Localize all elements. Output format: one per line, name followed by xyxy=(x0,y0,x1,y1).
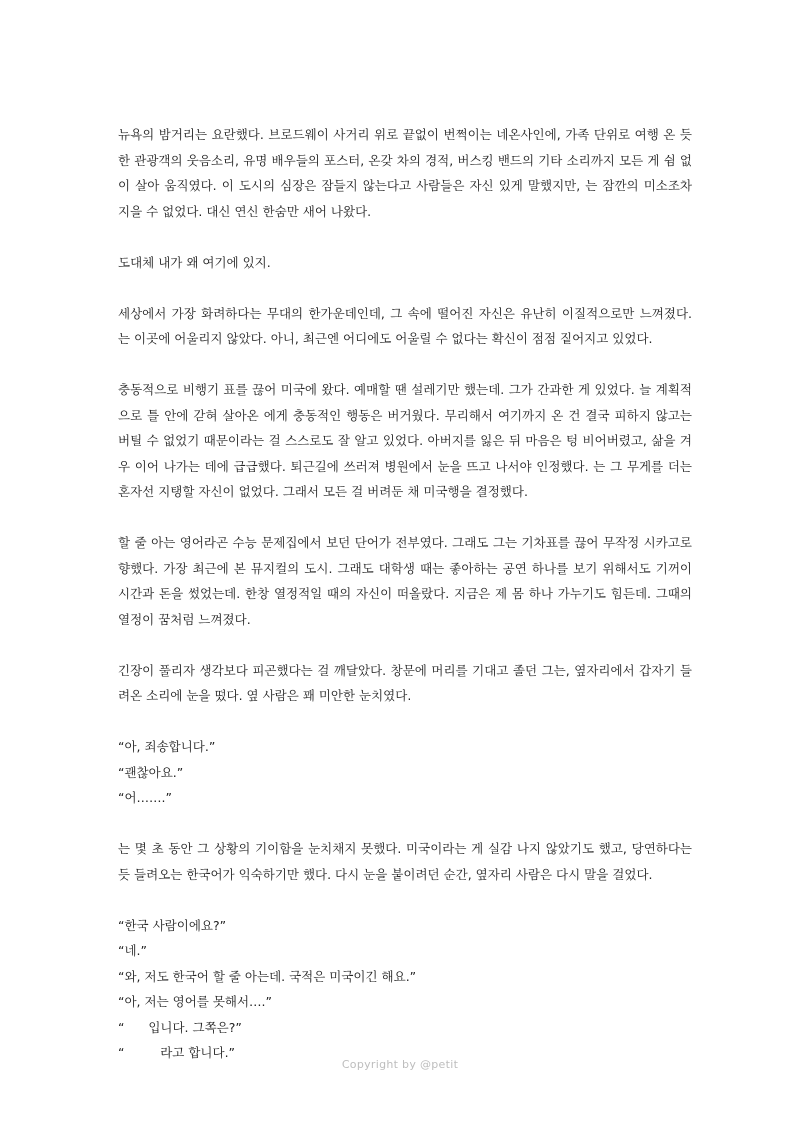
dialogue-block xyxy=(118,913,692,1066)
dialogue-line: “아, 저는 영어를 못해서….” xyxy=(118,994,272,1009)
paragraph: 뉴욕의 밤거리는 요란했다. 브로드웨이 사거리 위로 끝없이 번쩍이는 네온사인에, 가족 단위로 여행 온 듯한 관광객의 웃음소리, 유명 배우들의 포스터, 온갖 차의 경적, 버스킹 밴드의 기타 소리까지 모든 게 쉼 없이 살아 움직였다. 이 도시의 심장은 잠들지 않는다고 사람들은 자신 있게 말했지만, 는 잠깐의 미소조차 지을 수 없었다. 대신 연신 한숨만 새어 나왔다. xyxy=(118,127,692,219)
dialogue-line: “ 라고 합니다.” xyxy=(118,1045,236,1060)
dialogue-line: “네.” xyxy=(118,943,148,958)
paragraph: 긴장이 풀리자 생각보다 피곤했다는 걸 깨달았다. 창문에 머리를 기대고 졸던 그는, 옆자리에서 갑자기 들려온 소리에 눈을 떴다. 옆 사람은 꽤 미안한 눈치였다. xyxy=(118,662,692,703)
dialogue-line: “어…….” xyxy=(118,790,173,805)
dialogue-line: “아, 죄송합니다.” xyxy=(118,739,216,754)
dialogue-block xyxy=(118,734,692,811)
document-body xyxy=(118,122,692,1091)
paragraph: 세상에서 가장 화려하다는 무대의 한가운데인데, 그 속에 떨어진 자신은 유난히 이질적으로만 느껴졌다. 는 이곳에 어울리지 않았다. 아니, 최근엔 어디에도 어울릴 수 없다는 확신이 점점 짙어지고 있었다. xyxy=(118,305,692,346)
dialogue-line: “괜찮아요.” xyxy=(118,764,184,780)
copyright-footer: Copyright by @petit xyxy=(341,1058,459,1071)
paragraph: 할 줄 아는 영어라곤 수능 문제집에서 보던 단어가 전부였다. 그래도 그는 기차표를 끊어 무작정 시카고로 향했다. 가장 최근에 본 뮤지컬의 도시. 그래도 대학생 때는 좋아하는 공연 하나를 보기 위해서도 기꺼이 시간과 돈을 썼었는데. 한창 열정적일 때의 자신이 떠올랐다. 지금은 제 몸 하나 가누기도 힘든데. 그때의 열정이 꿈처럼 느껴졌다. xyxy=(118,535,692,627)
dialogue-line: “한국 사람이에요?” xyxy=(118,917,227,933)
dialogue-line: “와, 저도 한국어 할 줄 아는데. 국적은 미국이긴 해요.” xyxy=(118,968,417,984)
paragraph: 도대체 내가 왜 여기에 있지. xyxy=(118,254,271,270)
paragraph: 는 몇 초 동안 그 상황의 기이함을 눈치채지 못했다. 미국이라는 게 실감 나지 않았기도 했고, 당연하다는 듯 들려오는 한국어가 익숙하기만 했다. 다시 눈을 붙이려던 순간, 옆자리 사람은 다시 말을 걸었다. xyxy=(118,841,692,882)
dialogue-line: “ 입니다. 그쪽은?” xyxy=(118,1019,242,1035)
paragraph: 충동적으로 비행기 표를 끊어 미국에 왔다. 예매할 땐 설레기만 했는데. 그가 간과한 게 있었다. 늘 계획적으로 틀 안에 갇혀 살아온 에게 충동적인 행동은 버거웠다. 무리해서 여기까지 온 건 결국 피하지 않고는 버틸 수 없었기 때문이라는 걸 스스로도 잘 알고 있었다. 아버지를 잃은 뒤 마음은 텅 비어버렸고, 삶을 겨우 이어 나가는 데에 급급했다. 퇴근길에 쓰러져 병원에서 눈을 뜨고 나서야 인정했다. 는 그 무게를 더는 혼자선 지탱할 자신이 없었다. 그래서 모든 걸 버려둔 채 미국행을 결정했다. xyxy=(118,382,692,499)
